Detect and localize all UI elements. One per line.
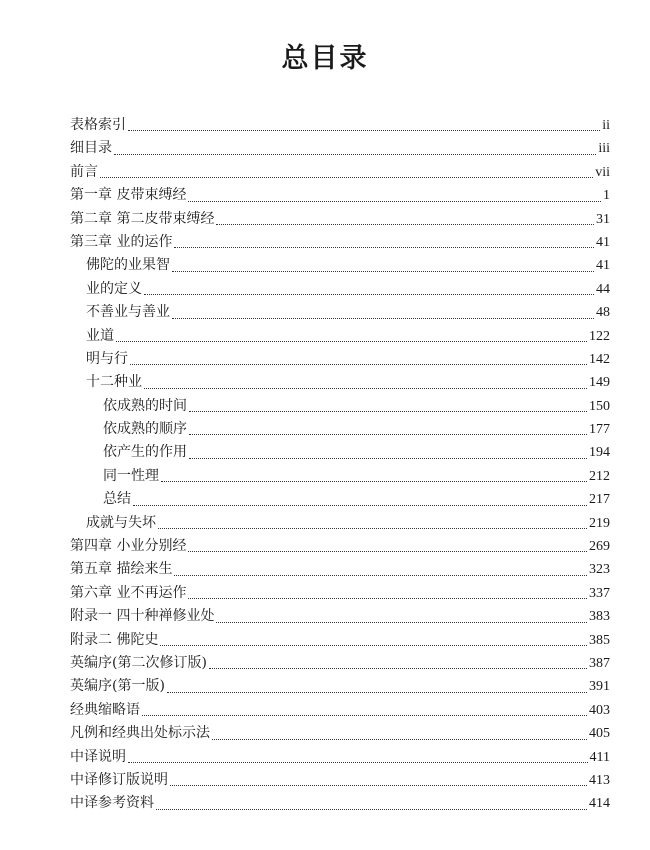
toc-entry-label: 第六章 业不再运作 [70,584,187,601]
dot-leader [212,738,587,740]
dot-leader [172,317,594,319]
dot-leader [130,363,587,365]
toc-entry[interactable] [70,278,610,301]
toc-entry[interactable] [70,325,610,348]
toc-entry-page-number: 44 [596,281,610,297]
toc-entry[interactable] [70,558,610,581]
toc-entry[interactable] [70,722,610,745]
toc-entry-label: 英编序(第一版) [70,678,165,695]
toc-entry-label: 佛陀的业果智 [86,257,170,274]
toc-entry[interactable] [70,769,610,792]
dot-leader [144,387,587,389]
toc-entry-page-number: 41 [596,258,610,274]
toc-entry[interactable] [70,395,610,418]
dot-leader [209,667,587,669]
toc-entry[interactable] [70,465,610,488]
toc-entry-page-number: iii [598,141,610,157]
toc-entry[interactable] [70,746,610,769]
toc-entry-label: 前言 [70,163,98,180]
toc-entry[interactable] [70,699,610,722]
toc-entry[interactable] [70,184,610,207]
toc-entry-label: 同一性理 [103,467,159,484]
dot-leader [133,504,587,506]
toc-entry[interactable] [70,114,610,137]
toc-entry-page-number: 391 [589,679,610,695]
toc-entry-label: 中译参考资料 [70,795,154,812]
dot-leader [158,527,587,529]
toc-entry[interactable] [70,512,610,535]
dot-leader [189,433,587,435]
page-title: 总目录 [281,43,369,74]
toc-entry-page-number: 142 [589,351,610,367]
toc-entry-label: 第一章 皮带束缚经 [70,187,187,204]
dot-leader [167,691,587,693]
toc-entry-page-number: 414 [589,796,610,812]
dot-leader [161,480,587,482]
dot-leader [116,340,587,342]
dot-leader [188,550,587,552]
toc-entry[interactable] [70,629,610,652]
toc-entry-page-number: 177 [589,422,610,438]
toc-entry-label: 附录一 四十种禅修业处 [70,608,215,625]
toc-entry-page-number: 337 [589,585,610,601]
toc-entry-label: 第二章 第二皮带束缚经 [70,210,215,227]
dot-leader [216,621,587,623]
toc-entry-label: 第五章 描绘来生 [70,561,173,578]
dot-leader [128,129,600,131]
dot-leader [189,410,587,412]
toc-entry-page-number: 212 [589,468,610,484]
toc-entry-page-number: 387 [589,655,610,671]
toc-entry-page-number: 149 [589,375,610,391]
toc-entry[interactable] [70,675,610,698]
dot-leader [144,293,594,295]
toc-entry[interactable] [70,137,610,160]
dot-leader [100,176,593,178]
dot-leader [170,784,587,786]
toc-entry-page-number: 1 [603,188,610,204]
toc-entry-label: 依产生的作用 [103,444,187,461]
toc-entry-label: 中译修订版说明 [70,771,168,788]
toc-entry-page-number: 411 [589,749,610,765]
dot-leader [114,153,596,155]
dot-leader [188,597,587,599]
toc-entry-label: 附录二 佛陀史 [70,631,159,648]
toc-entry-page-number: 385 [589,632,610,648]
toc-entry[interactable] [70,301,610,324]
toc-entry-label: 总结 [103,491,131,508]
toc-entry[interactable] [70,254,610,277]
toc-entry-label: 第三章 业的运作 [70,233,173,250]
toc-entry[interactable] [70,161,610,184]
toc-entry[interactable] [70,348,610,371]
toc-entry[interactable] [70,231,610,254]
toc-entry-page-number: 41 [596,234,610,250]
toc-entry-page-number: 405 [589,726,610,742]
toc-entry[interactable] [70,582,610,605]
toc-entry-page-number: 217 [589,492,610,508]
toc-entry-page-number: ii [602,118,610,133]
toc-entry-label: 业的定义 [86,280,142,297]
toc-entry-page-number: 413 [589,772,610,788]
toc-entry[interactable] [70,792,610,815]
toc-entry[interactable] [70,488,610,511]
toc-entry-label: 中译说明 [70,748,126,765]
toc-entry-label: 不善业与善业 [86,304,170,321]
toc-entry-label: 十二种业 [86,374,142,391]
toc-entry-label: 经典缩略语 [70,701,140,718]
toc-entry-page-number: 219 [589,515,610,531]
dot-leader [174,246,594,248]
toc-entry[interactable] [70,418,610,441]
toc-entry-label: 第四章 小业分别经 [70,538,187,555]
dot-leader [174,574,587,576]
toc-entry-page-number: 194 [589,445,610,461]
toc-entry[interactable] [70,371,610,394]
toc-entry[interactable] [70,605,610,628]
toc-entry[interactable] [70,535,610,558]
dot-leader [189,457,587,459]
toc-entry-label: 业道 [86,327,114,344]
toc-entry-page-number: 269 [589,539,610,555]
dot-leader [142,714,587,716]
toc-entry[interactable] [70,441,610,464]
toc-entry-label: 表格索引 [70,117,126,133]
toc-entry[interactable] [70,652,610,675]
toc-entry-label: 成就与失坏 [86,514,156,531]
toc-entry-label: 明与行 [86,350,128,367]
toc-entry-page-number: 31 [596,211,610,227]
toc-entry-label: 细目录 [70,140,112,157]
toc-entry-page-number: 122 [589,328,610,344]
toc-entry-page-number: 48 [596,305,610,321]
dot-leader [172,270,594,272]
toc-entry-label: 凡例和经典出处标示法 [70,725,210,742]
dot-leader [188,200,601,202]
table-of-contents [70,114,610,816]
toc-entry-page-number: vii [595,164,610,180]
toc-entry-label: 依成熟的时间 [103,397,187,414]
toc-entry-label: 依成熟的顺序 [103,421,187,438]
toc-entry[interactable] [70,208,610,231]
dot-leader [156,808,587,810]
toc-entry-label: 英编序(第二次修订版) [70,654,207,671]
toc-entry-page-number: 403 [589,702,610,718]
dot-leader [216,223,594,225]
toc-entry-page-number: 150 [589,398,610,414]
dot-leader [128,761,588,763]
toc-entry-page-number: 383 [589,609,610,625]
toc-entry-page-number: 323 [589,562,610,578]
dot-leader [160,644,587,646]
